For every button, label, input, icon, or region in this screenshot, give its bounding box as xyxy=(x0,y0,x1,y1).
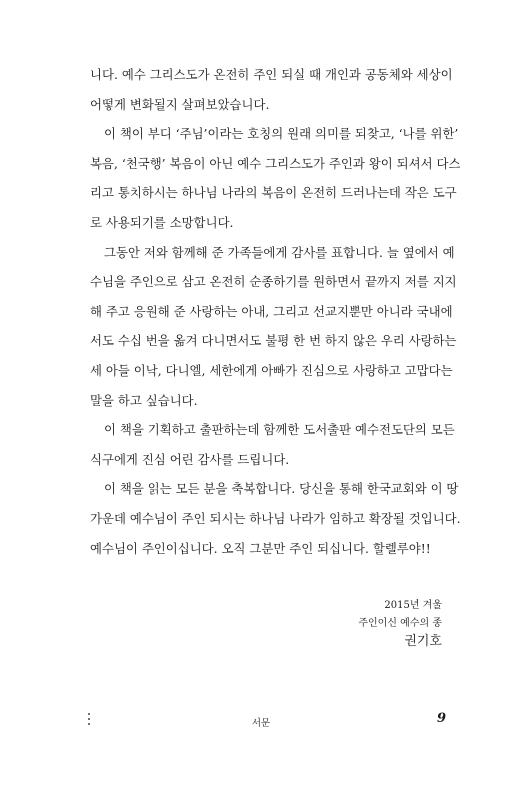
text-line: 그동안 저와 함께해 준 가족들에게 감사를 표합니다. 늘 옆에서 예 xyxy=(104,244,455,260)
text-line: 어떻게 변화될지 살펴보았습니다. xyxy=(90,96,270,112)
text-line: 로 사용되기를 소망합니다. xyxy=(90,214,234,230)
text-line: 가운데 예수님이 주인 되시는 하나님 나라가 임하고 확장될 것입니다. xyxy=(90,510,461,526)
page-number: 9 xyxy=(437,711,447,726)
text-line: 예수님이 주인이십니다. 오직 그분만 주인 되십니다. 할렐루야!! xyxy=(90,540,431,556)
signature-name: 권기호 xyxy=(404,634,442,649)
text-line: 세 아들 이낙, 다니엘, 세한에게 아빠가 진심으로 사랑하고 고맙다는 xyxy=(90,362,453,378)
signature-date: 2015년 겨울 xyxy=(384,600,442,611)
text-line: 서도 수십 번을 옮겨 다니면서도 불평 한 번 하지 않은 우리 사랑하는 xyxy=(90,333,457,349)
body-text xyxy=(90,60,461,563)
text-line: 수님을 주인으로 삼고 온전히 순종하기를 원하면서 끝까지 저를 지지 xyxy=(90,274,457,290)
text-line: 이 책을 읽는 모든 분을 축복합니다. 당신을 통해 한국교회와 이 땅 xyxy=(104,481,459,497)
text-line: 이 책이 부디 ‘주님’이라는 호칭의 원래 의미를 되찾고, ‘나를 위한’ xyxy=(104,126,459,142)
signature-title: 주인이신 예수의 종 xyxy=(358,618,442,629)
signature-block xyxy=(358,596,442,652)
text-line: 식구에게 진심 어린 감사를 드립니다. xyxy=(90,451,290,467)
text-line: 리고 통치하시는 하나님 나라의 복음이 온전히 드러나는데 작은 도구 xyxy=(90,185,457,201)
text-line: 이 책을 기획하고 출판하는데 함께한 도서출판 예수전도단의 모든 xyxy=(104,422,455,438)
text-line: 말을 하고 싶습니다. xyxy=(90,392,198,408)
text-line: 니다. 예수 그리스도가 온전히 주인 되실 때 개인과 공동체와 세상이 xyxy=(90,67,453,82)
text-line: 복음, ‘천국행’ 복음이 아닌 예수 그리스도가 주인과 왕이 되셔서 다스 xyxy=(90,155,461,171)
text-line: 해 주고 응원해 준 사랑하는 아내, 그리고 선교지뿐만 아니라 국내에 xyxy=(90,303,453,319)
footer-section-title: 서문 xyxy=(251,718,271,729)
